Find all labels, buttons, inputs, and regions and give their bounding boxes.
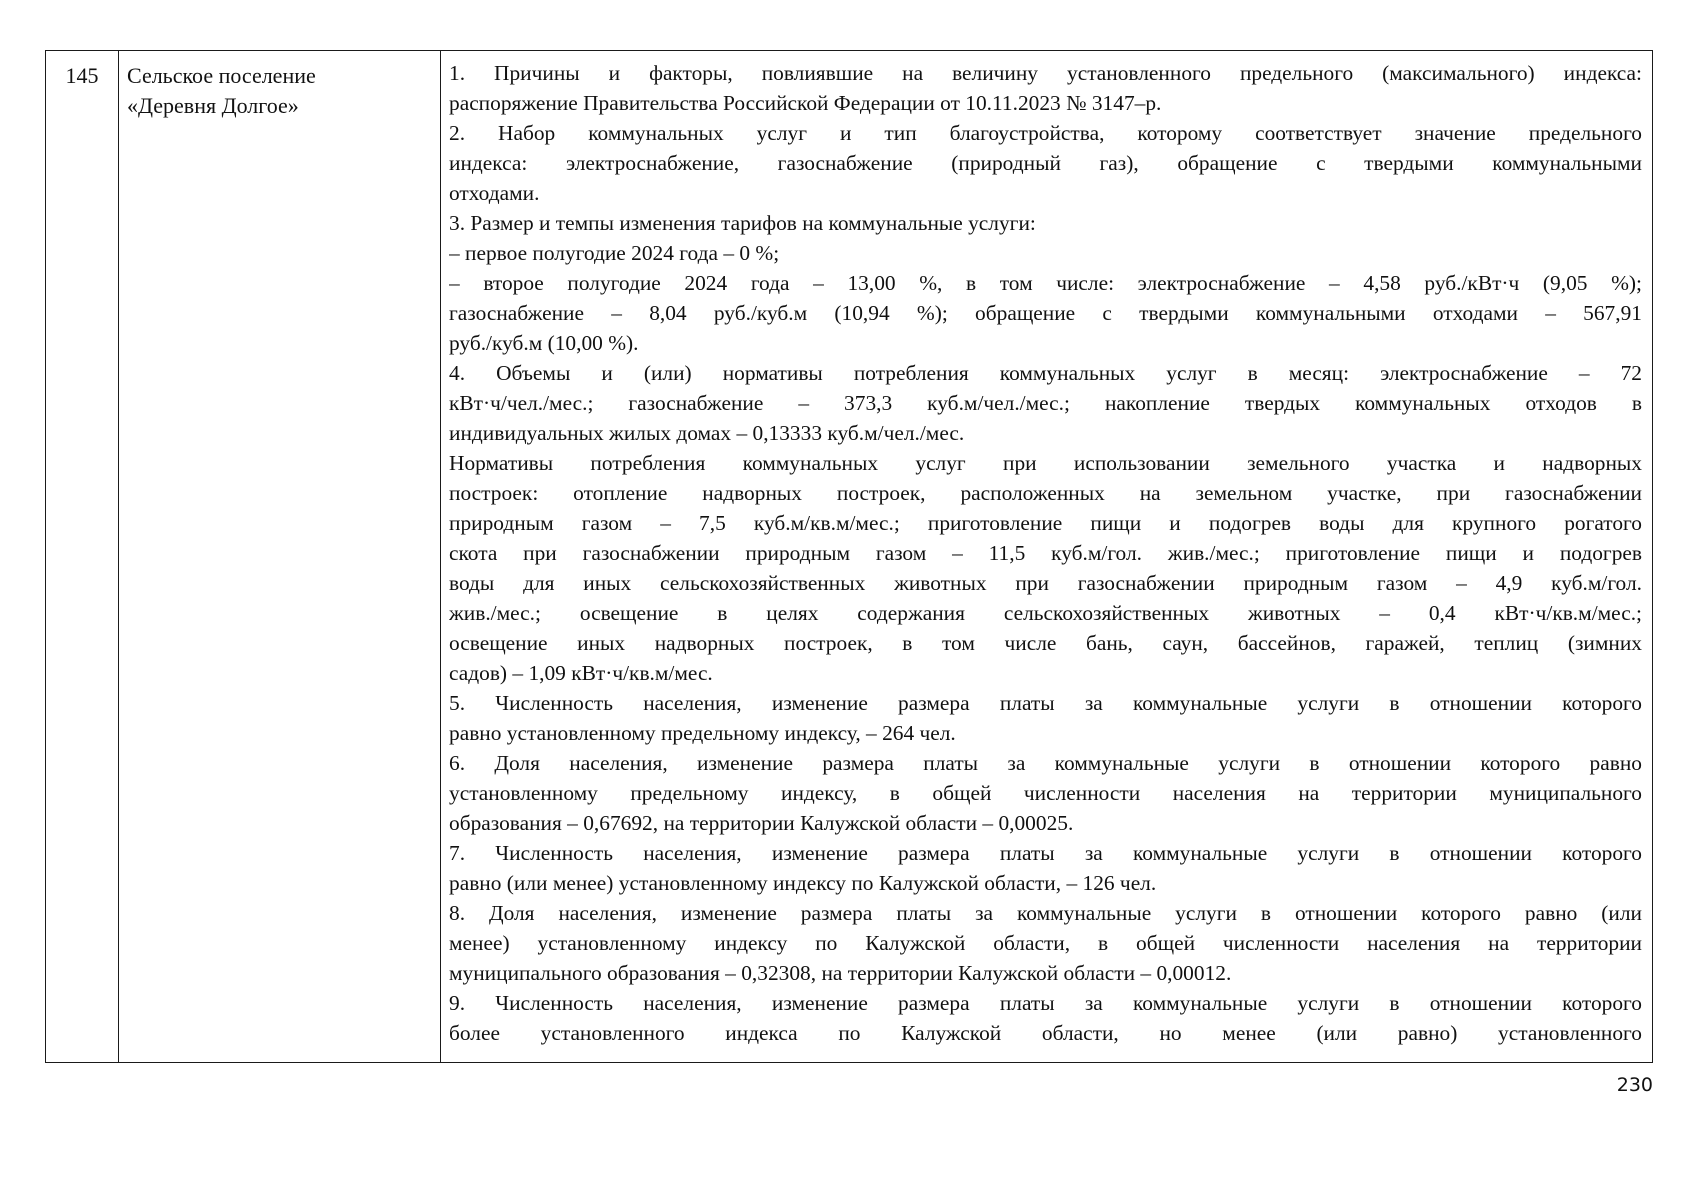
description-line: 1. Причины и факторы, повлиявшие на величину установленного предельного (максимального) индекса: <box>449 61 1642 85</box>
municipality-index-table <box>45 50 1653 1063</box>
settlement-name <box>119 51 441 1063</box>
description-line: равно (или менее) установленному индексу по Калужской области, – 126 чел. <box>449 871 1157 895</box>
settlement-name-line: «Деревня Долгое» <box>127 93 299 118</box>
description-line: 3. Размер и темпы изменения тарифов на коммунальные услуги: <box>449 211 1036 235</box>
table-row <box>46 51 1653 1063</box>
description-line: – второе полугодие 2024 года – 13,00 %, в том числе: электроснабжение – 4,58 руб./кВт·ч (9,05 %); <box>449 271 1642 295</box>
description-line: Нормативы потребления коммунальных услуг при использовании земельного участка и надворных <box>449 451 1642 475</box>
page-number: 230 <box>1616 1074 1653 1096</box>
description-line: менее) установленному индексу по Калужской области, в общей численности населения на территории <box>449 931 1642 955</box>
description-line: 2. Набор коммунальных услуг и тип благоустройства, которому соответствует значение предельного <box>449 121 1642 145</box>
description-line: 8. Доля населения, изменение размера платы за коммунальные услуги в отношении которого равно (или <box>449 901 1642 925</box>
description-line: жив./мес.; освещение в целях содержания сельскохозяйственных животных – 0,4 кВт·ч/кв.м/мес.; <box>449 601 1642 625</box>
description-line: индекса: электроснабжение, газоснабжение (природный газ), обращение с твердыми коммунальными <box>449 151 1642 175</box>
description-line: индивидуальных жилых домах – 0,13333 куб.м/чел./мес. <box>449 421 965 445</box>
description-line: газоснабжение – 8,04 руб./куб.м (10,94 %); обращение с твердыми коммунальными отходами – 567,91 <box>449 301 1642 325</box>
description-line: природным газом – 7,5 куб.м/кв.м/мес.; приготовление пищи и подогрев воды для крупного рогатого <box>449 511 1642 535</box>
row-number: 145 <box>46 51 119 1063</box>
description-line: установленному предельному индексу, в общей численности населения на территории муниципального <box>449 781 1642 805</box>
description-line: 7. Численность населения, изменение размера платы за коммунальные услуги в отношении которого <box>449 841 1642 865</box>
settlement-name-line: Сельское поселение <box>127 63 316 88</box>
description-line: равно установленному предельному индексу, – 264 чел. <box>449 721 956 745</box>
description-line: руб./куб.м (10,00 %). <box>449 331 639 355</box>
description-line: садов) – 1,09 кВт·ч/кв.м/мес. <box>449 661 713 685</box>
description-line: кВт·ч/чел./мес.; газоснабжение – 373,3 куб.м/чел./мес.; накопление твердых коммунальных отходов в <box>449 391 1642 415</box>
description-line: 4. Объемы и (или) нормативы потребления коммунальных услуг в месяц: электроснабжение – 72 <box>449 361 1642 385</box>
description-line: 6. Доля населения, изменение размера платы за коммунальные услуги в отношении которого равно <box>449 751 1642 775</box>
description-line: распоряжение Правительства Российской Федерации от 10.11.2023 № 3147–р. <box>449 91 1162 115</box>
row-description <box>441 51 1653 1063</box>
description-line: освещение иных надворных построек, в том числе бань, саун, бассейнов, гаражей, теплиц (зимних <box>449 631 1642 655</box>
description-line: воды для иных сельскохозяйственных животных при газоснабжении природным газом – 4,9 куб.м/гол. <box>449 571 1642 595</box>
description-line: 5. Численность населения, изменение размера платы за коммунальные услуги в отношении которого <box>449 691 1642 715</box>
description-line: – первое полугодие 2024 года – 0 %; <box>449 241 780 265</box>
description-line: скота при газоснабжении природным газом – 11,5 куб.м/гол. жив./мес.; приготовление пищи и подогрев <box>449 541 1642 565</box>
description-line: отходами. <box>449 181 540 205</box>
description-line: 9. Численность населения, изменение размера платы за коммунальные услуги в отношении которого <box>449 991 1642 1015</box>
description-line: муниципального образования – 0,32308, на территории Калужской области – 0,00012. <box>449 961 1232 985</box>
description-line: более установленного индекса по Калужской области, но менее (или равно) установленного <box>449 1021 1642 1045</box>
description-line: образования – 0,67692, на территории Калужской области – 0,00025. <box>449 811 1074 835</box>
description-line: построек: отопление надворных построек, расположенных на земельном участке, при газоснабжении <box>449 481 1642 505</box>
